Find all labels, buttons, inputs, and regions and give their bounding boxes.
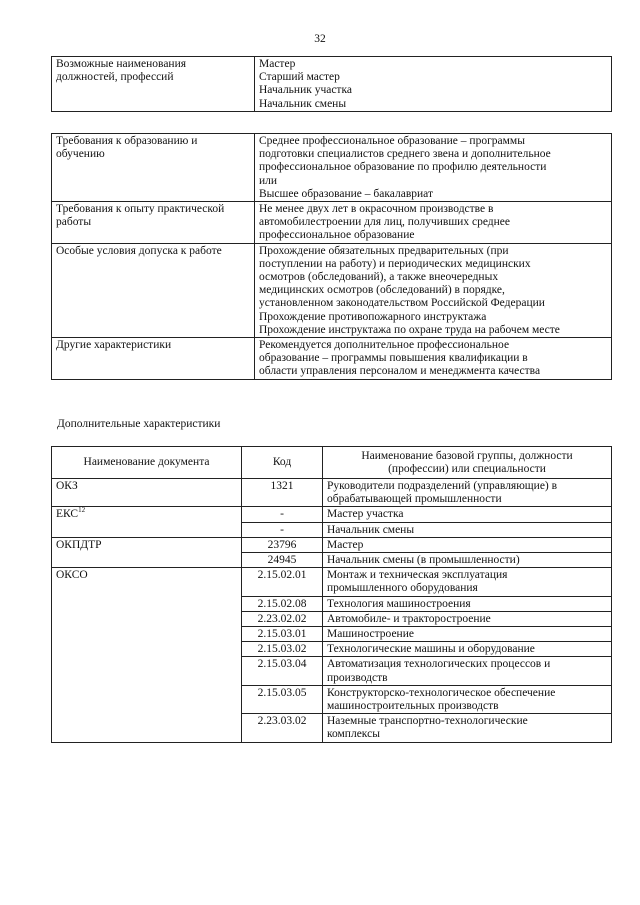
table-row <box>52 507 612 522</box>
doc-eks: ЕКС$^{12}$ <box>52 507 242 537</box>
code-cell: 2.15.02.08 <box>242 596 323 611</box>
admission-value: Прохождение обязательных предварительных (при поступлении на работу) и периодических медицинских осмотров (обследований), а также внеочередных медицинских осмотров (обследований) в порядке, установленном законодательством Российской Федерации Прохождение противопожарного инструктажа Прохождение инструктажа по охране труда на рабочем месте <box>255 243 612 337</box>
code-cell: 2.15.02.01 <box>242 568 323 596</box>
code-cell: 2.15.03.01 <box>242 627 323 642</box>
name-cell: Автомобиле- и тракторостроение <box>323 611 612 626</box>
admission-label: Особые условия допуска к работе <box>52 243 255 337</box>
name-cell: Технология машиностроения <box>323 596 612 611</box>
header-document: Наименование документа <box>52 447 242 479</box>
name-cell: Автоматизация технологических процессов и производств <box>323 657 612 685</box>
positions-table <box>51 56 612 112</box>
classifiers-table <box>51 446 612 743</box>
other-label: Другие характеристики <box>52 338 255 380</box>
other-value: Рекомендуется дополнительное профессиональное образование – программы повышения квалификации в области управления персоналом и менеджмента качества <box>255 338 612 380</box>
header-code: Код <box>242 447 323 479</box>
doc-okso: ОКСО <box>52 568 242 742</box>
page-number: 32 <box>314 33 326 45</box>
name-cell: Технологические машины и оборудование <box>323 642 612 657</box>
name-cell: Начальник смены <box>323 522 612 537</box>
name-cell: Наземные транспортно-технологические комплексы <box>323 714 612 742</box>
positions-label: Возможные наименования должностей, профессий <box>52 57 255 112</box>
positions-row <box>52 57 612 112</box>
code-cell: 2.15.03.05 <box>242 685 323 713</box>
code-cell: 2.15.03.02 <box>242 642 323 657</box>
code-cell: - <box>242 522 323 537</box>
code-cell: 24945 <box>242 553 323 568</box>
name-cell: Начальник смены (в промышленности) <box>323 553 612 568</box>
requirements-table <box>51 133 612 380</box>
code-cell: 2.23.03.02 <box>242 714 323 742</box>
experience-value: Не менее двух лет в окрасочном производстве в автомобилестроении для лиц, получивших среднее профессиональное образование <box>255 202 612 244</box>
name-cell: Мастер <box>323 537 612 552</box>
table-row <box>52 243 612 337</box>
additional-heading: Дополнительные характеристики <box>57 418 221 430</box>
code-cell: 2.23.02.02 <box>242 611 323 626</box>
name-cell: Конструкторско-технологическое обеспечение машиностроительных производств <box>323 685 612 713</box>
header-name: Наименование базовой группы, должности (профессии) или специальности <box>323 447 612 479</box>
table-row <box>52 338 612 380</box>
education-value: Среднее профессиональное образование – программы подготовки специалистов среднего звена и дополнительное профессиональное образование по профилю деятельности или Высшее образование – бакалавриат <box>255 134 612 202</box>
table-row <box>52 537 612 552</box>
footnote-marker: 12 <box>78 506 86 515</box>
positions-values: Мастер Старший мастер Начальник участка Начальник смены <box>255 57 612 112</box>
name-cell: Машиностроение <box>323 627 612 642</box>
table-row <box>52 134 612 202</box>
name-cell: Монтаж и техническая эксплуатация промышленного оборудования <box>323 568 612 596</box>
code-cell: 23796 <box>242 537 323 552</box>
name-cell: Руководители подразделений (управляющие) в обрабатывающей промышленности <box>323 479 612 507</box>
experience-label: Требования к опыту практической работы <box>52 202 255 244</box>
code-cell: - <box>242 507 323 522</box>
table-row <box>52 202 612 244</box>
table-row <box>52 568 612 596</box>
education-label: Требования к образованию и обучению <box>52 134 255 202</box>
table-row <box>52 479 612 507</box>
code-cell: 2.15.03.04 <box>242 657 323 685</box>
table-header-row <box>52 447 612 479</box>
doc-okz: ОКЗ <box>52 479 242 507</box>
name-cell: Мастер участка <box>323 507 612 522</box>
code-cell: 1321 <box>242 479 323 507</box>
doc-okpdtr: ОКПДТР <box>52 537 242 567</box>
